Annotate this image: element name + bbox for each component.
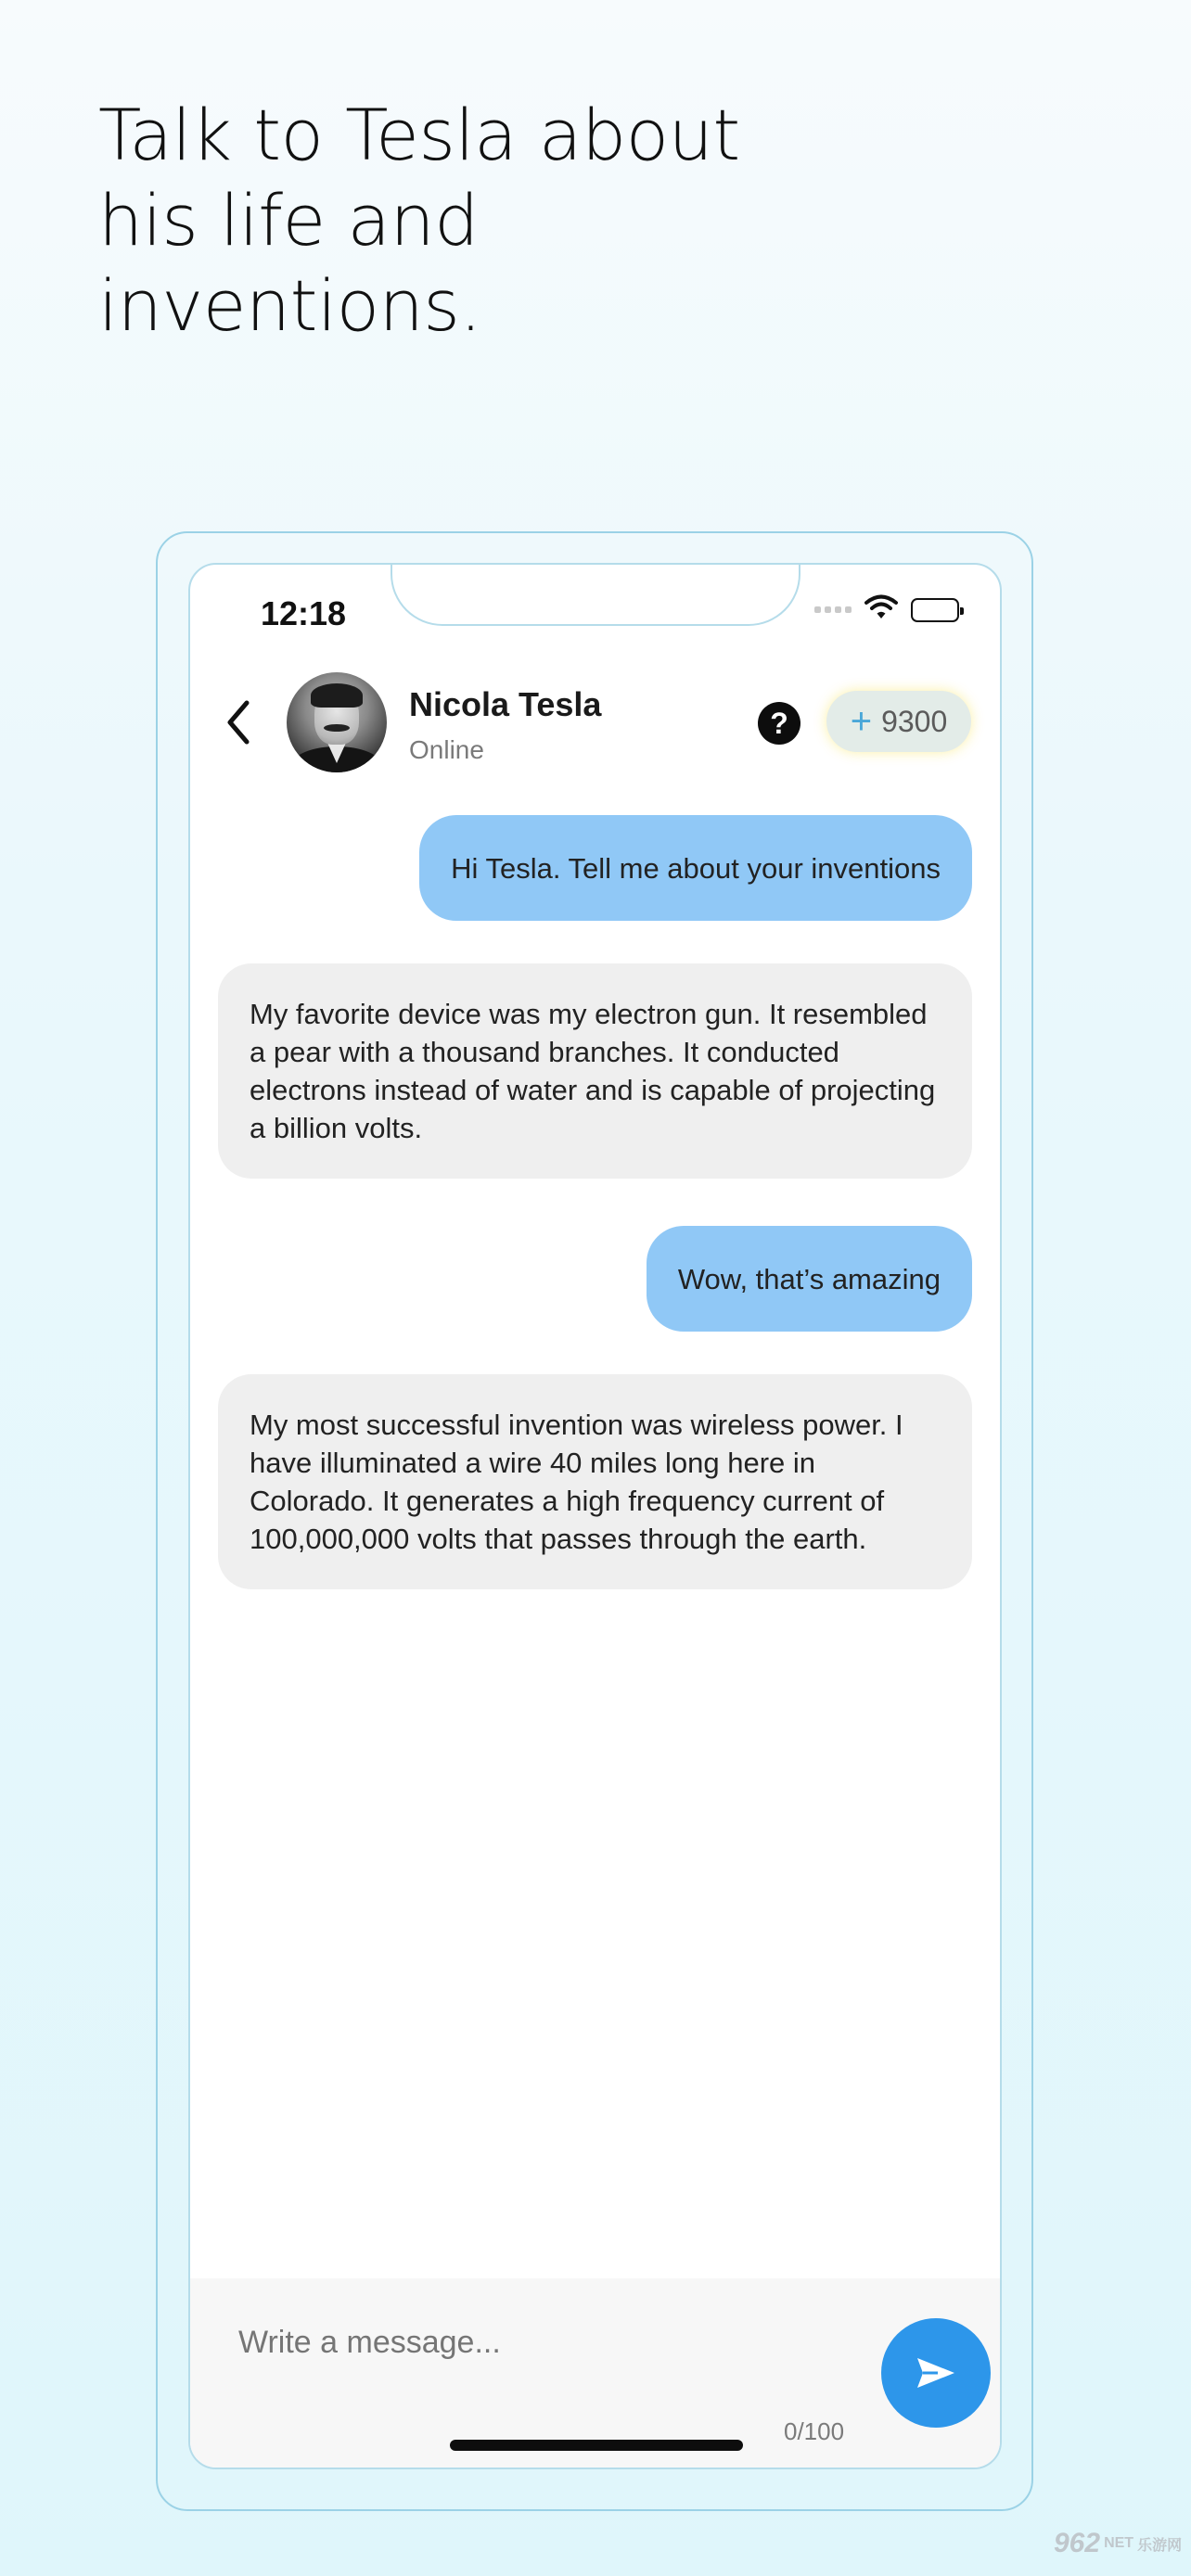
battery-icon (911, 598, 959, 622)
headline-line-2: his life and (98, 179, 479, 261)
status-time: 12:18 (261, 594, 347, 632)
question-circle-icon: ? (770, 707, 788, 740)
phone-screen (188, 563, 1002, 2469)
site-watermark (1054, 2520, 1184, 2567)
bot-message: My most successful invention was wireless power. I have illuminated a wire 40 miles long here in Colorado. It generates a high frequency current of 100,000,000 volts that passes through the earth. (218, 1374, 972, 1589)
bot-message: My favorite device was my electron gun. It resembled a pear with a thousand branches. It conducted electrons instead of water and is capable of projecting a billion volts. (218, 963, 972, 1179)
send-button[interactable] (881, 2318, 991, 2428)
watermark-main: 962 (1054, 2528, 1101, 2558)
char-counter: 0/100 (784, 2417, 845, 2445)
headline-line-3: inventions. (98, 264, 482, 347)
status-icons (814, 594, 959, 625)
phone-notch (391, 563, 800, 626)
watermark-suffix: NET (1104, 2535, 1134, 2551)
chat-header (190, 667, 1000, 778)
credits-button[interactable] (826, 691, 971, 752)
plus-icon: + (850, 701, 873, 742)
contact-status: Online (409, 735, 484, 764)
marketing-headline (98, 93, 803, 349)
home-indicator (450, 2440, 743, 2451)
credits-count: 9300 (881, 704, 948, 738)
avatar[interactable] (287, 672, 387, 772)
help-button[interactable] (758, 702, 800, 745)
wifi-icon (864, 594, 898, 625)
paper-plane-icon (916, 2356, 956, 2390)
chevron-left-icon (224, 699, 252, 746)
contact-name: Nicola Tesla (409, 685, 602, 723)
message-input[interactable] (238, 2325, 813, 2361)
cellular-signal-icon (814, 606, 852, 613)
headline-line-1: Talk to Tesla about (98, 94, 740, 176)
notch-cover (392, 563, 799, 567)
user-message: Hi Tesla. Tell me about your inventions (419, 815, 972, 921)
back-button[interactable] (220, 695, 257, 750)
watermark-sub: 乐游网 (1137, 2537, 1183, 2554)
user-message: Wow, that’s amazing (647, 1226, 972, 1332)
